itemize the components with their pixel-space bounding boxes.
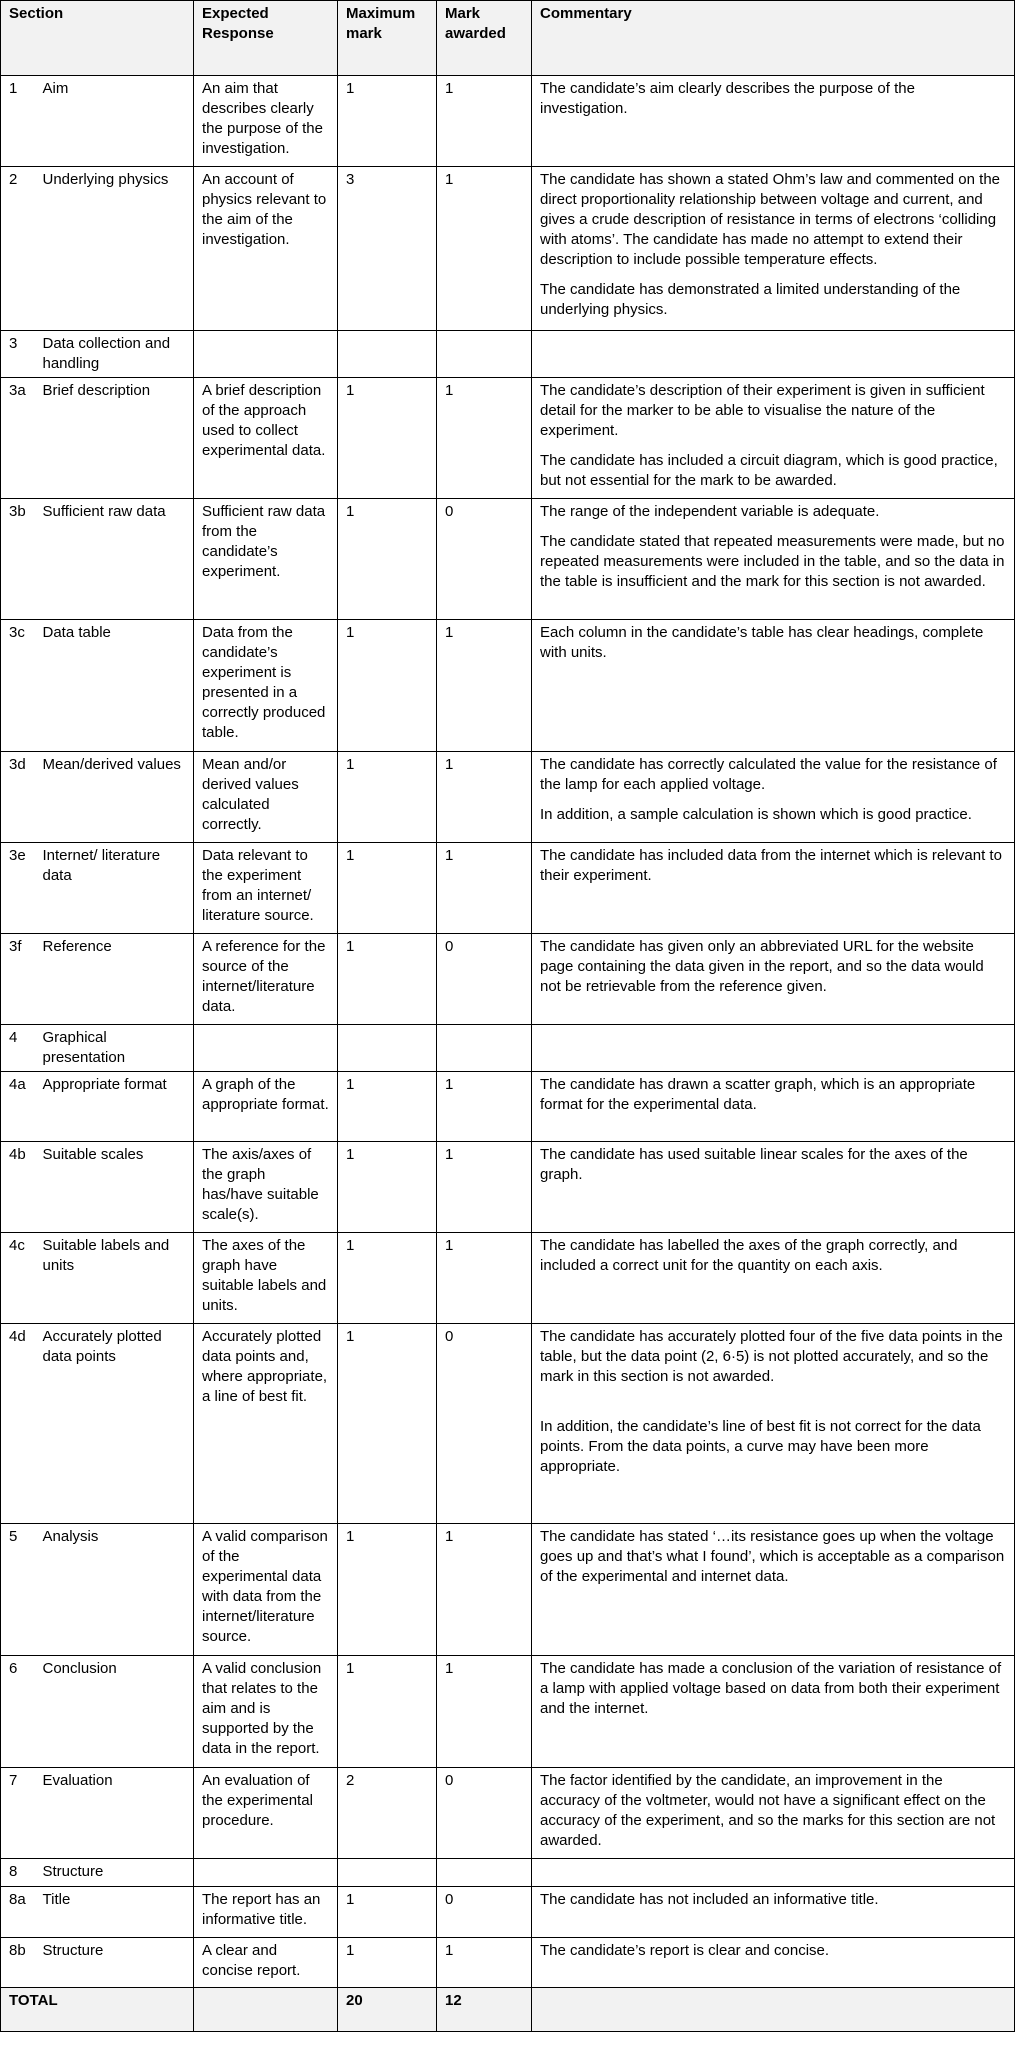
commentary bbox=[532, 1768, 1015, 1859]
commentary bbox=[532, 1233, 1015, 1324]
section-heading-row bbox=[1, 331, 1015, 378]
header-row bbox=[1, 1, 1015, 76]
section-number: 2 bbox=[1, 167, 39, 331]
mark-awarded: 0 bbox=[437, 499, 532, 620]
maximum-mark: 3 bbox=[338, 167, 437, 331]
header-max: Maximum mark bbox=[338, 1, 437, 76]
total-row bbox=[1, 1988, 1015, 2032]
expected-response: The axis/axes of the graph has/have suitable scale(s). bbox=[194, 1142, 338, 1233]
maximum-mark: 1 bbox=[338, 752, 437, 843]
section-number: 4b bbox=[1, 1142, 39, 1233]
maximum-mark: 1 bbox=[338, 1938, 437, 1988]
section-number: 3f bbox=[1, 934, 39, 1025]
commentary-paragraph: The candidate has included data from the internet which is relevant to their experiment. bbox=[540, 847, 1002, 884]
section-number: 6 bbox=[1, 1656, 39, 1768]
table-row bbox=[1, 1142, 1015, 1233]
total-label: TOTAL bbox=[1, 1988, 194, 2032]
commentary-paragraph: The range of the independent variable is adequate. bbox=[540, 503, 880, 520]
maximum-mark: 1 bbox=[338, 499, 437, 620]
table-row bbox=[1, 76, 1015, 167]
mark-awarded: 1 bbox=[437, 1524, 532, 1656]
section-number: 4d bbox=[1, 1324, 39, 1524]
mark-awarded: 0 bbox=[437, 934, 532, 1025]
mark-awarded: 1 bbox=[437, 620, 532, 752]
commentary-paragraph: The candidate has demonstrated a limited understanding of the underlying physics. bbox=[540, 281, 961, 318]
commentary-paragraph: The candidate has not included an informative title. bbox=[540, 1891, 879, 1908]
table-row bbox=[1, 752, 1015, 843]
maximum-mark: 1 bbox=[338, 1072, 437, 1142]
section-number: 8 bbox=[1, 1859, 39, 1887]
section-name: Structure bbox=[39, 1859, 194, 1887]
section-heading-row bbox=[1, 1859, 1015, 1887]
expected-response: A brief description of the approach used to collect experimental data. bbox=[194, 378, 338, 499]
section-number: 3b bbox=[1, 499, 39, 620]
table-row bbox=[1, 1324, 1015, 1524]
section-name: Appropriate format bbox=[39, 1072, 194, 1142]
header-expected: Expected Response bbox=[194, 1, 338, 76]
mark-awarded: 1 bbox=[437, 76, 532, 167]
section-number: 8b bbox=[1, 1938, 39, 1988]
expected-response: The axes of the graph have suitable labels and units. bbox=[194, 1233, 338, 1324]
mark-awarded: 0 bbox=[437, 1768, 532, 1859]
section-number: 3c bbox=[1, 620, 39, 752]
table-row bbox=[1, 1524, 1015, 1656]
commentary-paragraph: In addition, the candidate’s line of best fit is not correct for the data points. From the data points, a curve may have been more appropriate. bbox=[540, 1418, 981, 1475]
commentary bbox=[532, 499, 1015, 620]
expected-response: The report has an informative title. bbox=[194, 1887, 338, 1938]
expected-response: An account of physics relevant to the aim of the investigation. bbox=[194, 167, 338, 331]
maximum-mark: 1 bbox=[338, 934, 437, 1025]
table-row bbox=[1, 1938, 1015, 1988]
section-number: 1 bbox=[1, 76, 39, 167]
commentary-paragraph: The candidate has correctly calculated the value for the resistance of the lamp for each applied voltage. bbox=[540, 756, 997, 793]
commentary-paragraph: The candidate has drawn a scatter graph, which is an appropriate format for the experimental data. bbox=[540, 1076, 976, 1113]
expected-response: A valid conclusion that relates to the aim and is supported by the data in the report. bbox=[194, 1656, 338, 1768]
section-name: Suitable labels and units bbox=[39, 1233, 194, 1324]
expected-response: Mean and/or derived values calculated correctly. bbox=[194, 752, 338, 843]
maximum-mark: 1 bbox=[338, 1233, 437, 1324]
expected-response: A reference for the source of the internet/literature data. bbox=[194, 934, 338, 1025]
maximum-mark: 1 bbox=[338, 620, 437, 752]
table-row bbox=[1, 1072, 1015, 1142]
section-name: Data table bbox=[39, 620, 194, 752]
commentary-paragraph: The candidate has used suitable linear scales for the axes of the graph. bbox=[540, 1146, 968, 1183]
section-number: 3a bbox=[1, 378, 39, 499]
expected-response: An aim that describes clearly the purpose of the investigation. bbox=[194, 76, 338, 167]
section-name: Structure bbox=[39, 1938, 194, 1988]
section-name: Reference bbox=[39, 934, 194, 1025]
commentary-paragraph: The candidate’s aim clearly describes the purpose of the investigation. bbox=[540, 80, 915, 117]
commentary bbox=[532, 1656, 1015, 1768]
table-row bbox=[1, 1768, 1015, 1859]
section-name: Mean/derived values bbox=[39, 752, 194, 843]
mark-awarded: 1 bbox=[437, 1233, 532, 1324]
section-name: Brief description bbox=[39, 378, 194, 499]
maximum-mark: 2 bbox=[338, 1768, 437, 1859]
commentary-paragraph: In addition, a sample calculation is shown which is good practice. bbox=[540, 806, 972, 823]
mark-awarded: 1 bbox=[437, 1142, 532, 1233]
maximum-mark: 1 bbox=[338, 843, 437, 934]
section-name: Title bbox=[39, 1887, 194, 1938]
section-name: Graphical presentation bbox=[39, 1025, 194, 1072]
section-name: Internet/ literature data bbox=[39, 843, 194, 934]
section-name: Evaluation bbox=[39, 1768, 194, 1859]
table-row bbox=[1, 378, 1015, 499]
expected-response: A graph of the appropriate format. bbox=[194, 1072, 338, 1142]
commentary bbox=[532, 843, 1015, 934]
total-maximum: 20 bbox=[338, 1988, 437, 2032]
maximum-mark: 1 bbox=[338, 1324, 437, 1524]
commentary bbox=[532, 378, 1015, 499]
maximum-mark: 1 bbox=[338, 76, 437, 167]
commentary bbox=[532, 1324, 1015, 1524]
mark-awarded: 1 bbox=[437, 378, 532, 499]
maximum-mark: 1 bbox=[338, 1656, 437, 1768]
section-name: Aim bbox=[39, 76, 194, 167]
commentary-paragraph: The candidate has shown a stated Ohm’s law and commented on the direct proportionality relationship between voltage and current, and gives a crude description of resistance in terms of electrons ‘colliding with atoms’. The candidate has made no attempt to extend their description to include possible temperature effects. bbox=[540, 171, 1000, 268]
header-section: Section bbox=[1, 1, 194, 76]
expected-response: An evaluation of the experimental procedure. bbox=[194, 1768, 338, 1859]
section-name: Accurately plotted data points bbox=[39, 1324, 194, 1524]
commentary-paragraph: Each column in the candidate’s table has clear headings, complete with units. bbox=[540, 624, 984, 661]
expected-response: Accurately plotted data points and, where appropriate, a line of best fit. bbox=[194, 1324, 338, 1524]
table-row bbox=[1, 934, 1015, 1025]
section-number: 3d bbox=[1, 752, 39, 843]
commentary-paragraph: The candidate has given only an abbreviated URL for the website page containing the data given in the report, and so the data would not be retrievable from the reference given. bbox=[540, 938, 984, 995]
table-row bbox=[1, 1656, 1015, 1768]
section-name: Sufficient raw data bbox=[39, 499, 194, 620]
section-number: 3 bbox=[1, 331, 39, 378]
mark-awarded: 1 bbox=[437, 1656, 532, 1768]
commentary-paragraph: The candidate stated that repeated measurements were made, but no repeated measurements were included in the table, and so the data in the table is insufficient and the mark for this section is not awarded. bbox=[540, 533, 1005, 590]
mark-awarded: 1 bbox=[437, 167, 532, 331]
commentary-paragraph: The candidate has accurately plotted four of the five data points in the table, but the data point (2, 6·5) is not plotted accurately, and so the mark in this section is not awarded. bbox=[540, 1328, 1003, 1385]
table-row bbox=[1, 1233, 1015, 1324]
header-awarded: Mark awarded bbox=[437, 1, 532, 76]
maximum-mark: 1 bbox=[338, 378, 437, 499]
commentary-paragraph: The candidate has labelled the axes of the graph correctly, and included a correct unit for the quantity on each axis. bbox=[540, 1237, 958, 1274]
total-awarded: 12 bbox=[437, 1988, 532, 2032]
commentary bbox=[532, 752, 1015, 843]
section-number: 4c bbox=[1, 1233, 39, 1324]
commentary-paragraph: The factor identified by the candidate, an improvement in the accuracy of the voltmeter, would not have a significant effect on the accuracy of the experiment, and so the marks for this section are not awarded. bbox=[540, 1772, 996, 1849]
section-name: Suitable scales bbox=[39, 1142, 194, 1233]
section-number: 4a bbox=[1, 1072, 39, 1142]
section-name: Underlying physics bbox=[39, 167, 194, 331]
commentary bbox=[532, 934, 1015, 1025]
section-name: Conclusion bbox=[39, 1656, 194, 1768]
commentary-paragraph: The candidate has made a conclusion of the variation of resistance of a lamp with applied voltage based on data from both their experiment and the internet. bbox=[540, 1660, 1002, 1717]
commentary bbox=[532, 1072, 1015, 1142]
commentary bbox=[532, 76, 1015, 167]
mark-awarded: 1 bbox=[437, 752, 532, 843]
commentary-paragraph: The candidate has stated ‘…its resistance goes up when the voltage goes up and that’s what I found’, which is acceptable as a comparison of the experimental and internet data. bbox=[540, 1528, 1005, 1585]
commentary bbox=[532, 1887, 1015, 1938]
mark-awarded: 0 bbox=[437, 1887, 532, 1938]
commentary bbox=[532, 1524, 1015, 1656]
maximum-mark: 1 bbox=[338, 1524, 437, 1656]
commentary bbox=[532, 1938, 1015, 1988]
table-row bbox=[1, 1887, 1015, 1938]
section-name: Data collection and handling bbox=[39, 331, 194, 378]
commentary-paragraph: The candidate has included a circuit diagram, which is good practice, but not essential for the mark to be awarded. bbox=[540, 452, 998, 489]
section-heading-row bbox=[1, 1025, 1015, 1072]
header-commentary: Commentary bbox=[532, 1, 1015, 76]
expected-response: Data from the candidate’s experiment is presented in a correctly produced table. bbox=[194, 620, 338, 752]
expected-response: A clear and concise report. bbox=[194, 1938, 338, 1988]
commentary bbox=[532, 620, 1015, 752]
section-number: 3e bbox=[1, 843, 39, 934]
section-number: 8a bbox=[1, 1887, 39, 1938]
section-number: 4 bbox=[1, 1025, 39, 1072]
maximum-mark: 1 bbox=[338, 1887, 437, 1938]
table-row bbox=[1, 499, 1015, 620]
commentary bbox=[532, 1142, 1015, 1233]
table-row bbox=[1, 843, 1015, 934]
mark-awarded: 1 bbox=[437, 1072, 532, 1142]
section-number: 7 bbox=[1, 1768, 39, 1859]
table-row bbox=[1, 167, 1015, 331]
maximum-mark: 1 bbox=[338, 1142, 437, 1233]
expected-response: A valid comparison of the experimental data with data from the internet/literature source. bbox=[194, 1524, 338, 1656]
mark-awarded: 0 bbox=[437, 1324, 532, 1524]
commentary-paragraph: The candidate’s report is clear and concise. bbox=[540, 1942, 830, 1959]
mark-awarded: 1 bbox=[437, 1938, 532, 1988]
section-number: 5 bbox=[1, 1524, 39, 1656]
commentary-paragraph: The candidate’s description of their experiment is given in sufficient detail for the marker to be able to visualise the nature of the experiment. bbox=[540, 382, 985, 439]
mark-awarded: 1 bbox=[437, 843, 532, 934]
commentary bbox=[532, 167, 1015, 331]
expected-response: Sufficient raw data from the candidate’s experiment. bbox=[194, 499, 338, 620]
table-row bbox=[1, 620, 1015, 752]
section-name: Analysis bbox=[39, 1524, 194, 1656]
expected-response: Data relevant to the experiment from an internet/ literature source. bbox=[194, 843, 338, 934]
